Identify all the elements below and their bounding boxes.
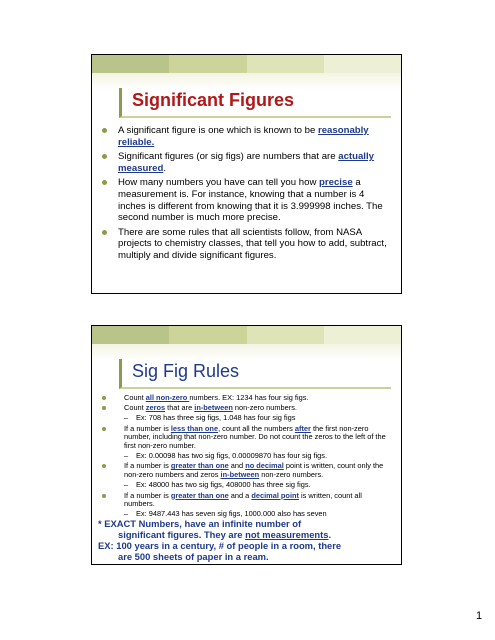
page-number: 1 — [476, 610, 483, 622]
list-subitem: – Ex: 0.00098 has two sig figs, 0.00009870 has four sig figs. — [124, 451, 328, 461]
list-item: If a number is greater than one and a decimal point is written, count all numbers. — [102, 492, 392, 509]
bullet-icon — [102, 427, 106, 431]
list-item: Count zeros that are in-between non-zero numbers. — [102, 404, 392, 413]
list-item: Count all non-zero numbers. EX: 1234 has four sig figs. — [102, 394, 392, 403]
bullet-icon — [102, 154, 107, 159]
list-item: If a number is greater than one and no decimal point is written, count only the non-zero numbers and zeros in-between non-zero numbers. — [102, 462, 392, 479]
bullet-icon — [102, 406, 106, 410]
rule-list — [102, 394, 392, 521]
list-item: If a number is less than one, count all the numbers after the first non-zero number, including that non-zero number. Do not count the zeros to the left of the first non-zero number. — [102, 425, 392, 451]
slide-title: Significant Figures — [132, 90, 295, 110]
slide-significant-figures — [91, 54, 402, 294]
bullet-list — [102, 125, 392, 265]
title-color-bar — [92, 326, 401, 344]
list-subitem: – Ex: 9487.443 has seven sig figs, 1000.000 also has seven — [124, 509, 327, 519]
dash-icon: – — [124, 509, 129, 519]
bullet-icon — [102, 494, 106, 498]
exact-numbers-note: * EXACT Numbers, have an infinite number of significant figures. They are not measurements. — [98, 518, 332, 540]
dash-icon: – — [124, 451, 129, 461]
slide-title: Sig Fig Rules — [132, 361, 240, 381]
bullet-icon — [102, 180, 107, 185]
bullet-icon — [102, 128, 107, 133]
dash-icon: – — [124, 413, 129, 423]
bullet-icon — [102, 396, 106, 400]
list-subitem: – Ex: 48000 has two sig figs, 408000 has three sig figs. — [124, 480, 311, 490]
slide-sig-fig-rules — [91, 325, 402, 565]
title-color-bar — [92, 55, 401, 73]
bullet-icon — [102, 230, 107, 235]
dash-icon: – — [124, 480, 129, 490]
list-item: A significant figure is one which is known to be reasonably reliable. — [102, 125, 392, 148]
list-item: How many numbers you have can tell you how precise a measurement is. For instance, knowing that a number is 4 inches is different from knowing that it is 3.999998 inches. The second number is much more precise. — [102, 177, 392, 223]
list-subitem: – Ex: 708 has three sig figs, 1.048 has four sig figs — [124, 413, 296, 423]
bullet-icon — [102, 464, 106, 468]
exact-numbers-example: EX: 100 years in a century, # of people in a room, there are 500 sheets of paper in a ream. — [98, 540, 342, 562]
list-item: Significant figures (or sig figs) are numbers that are actually measured. — [102, 151, 392, 174]
list-item: There are some rules that all scientists follow, from NASA projects to chemistry classes, that tell you how to add, subtract, multiply and divide significant figures. — [102, 227, 392, 262]
